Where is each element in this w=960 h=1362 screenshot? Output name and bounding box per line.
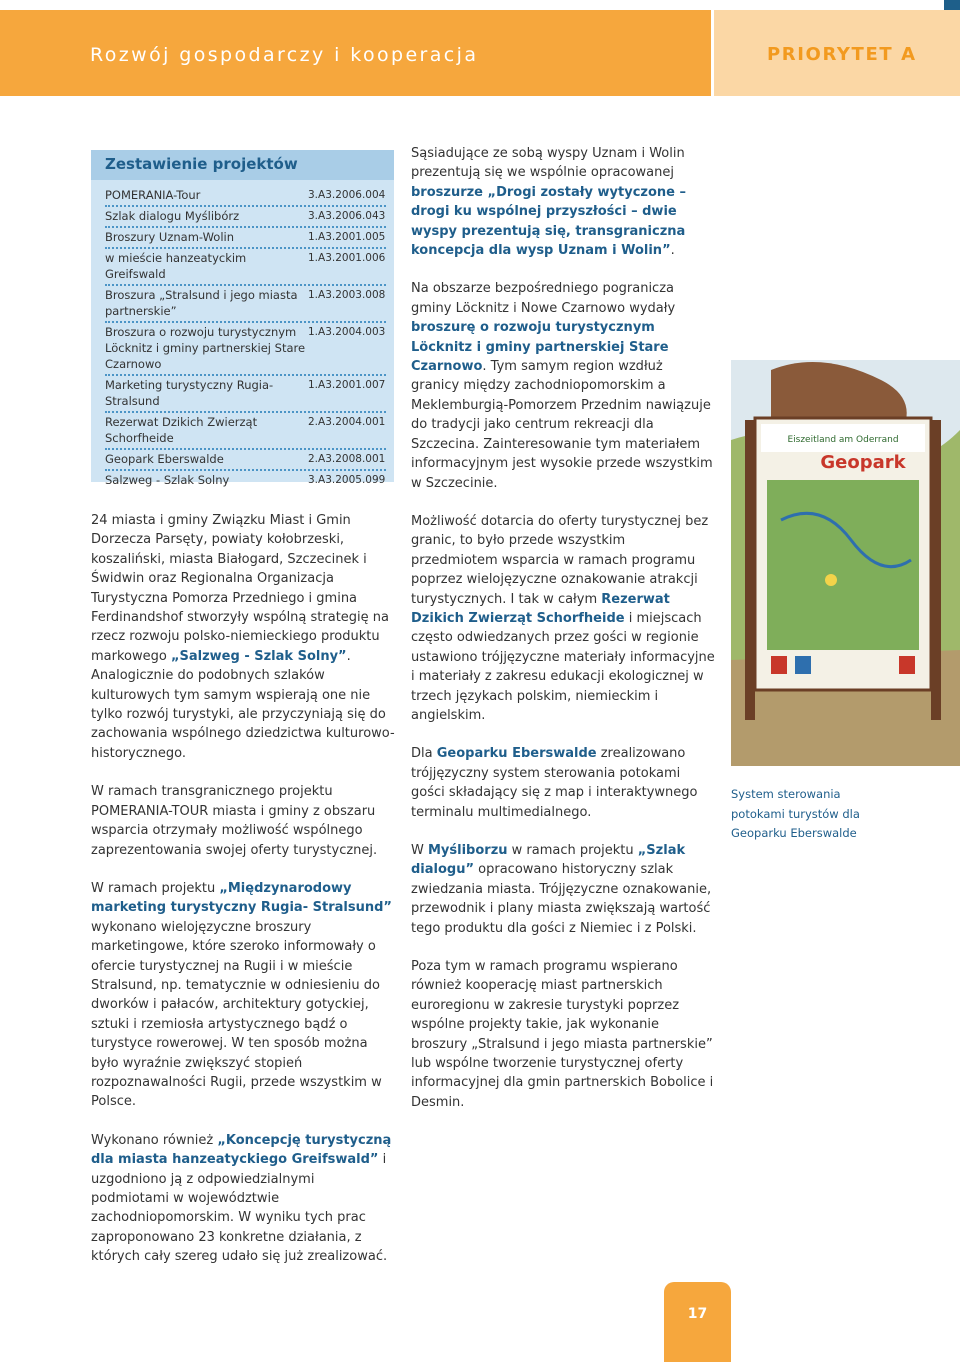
sign-emblem [771, 656, 787, 674]
project-name: Geopark Eberswalde [105, 452, 224, 466]
project-code: 2.A3.2004.001 [308, 416, 386, 428]
project-code: 1.A3.2001.006 [308, 252, 386, 264]
geopark-sign-photo [731, 360, 960, 766]
list-item [105, 376, 386, 413]
text-run: w ramach projektu [507, 843, 638, 858]
text-run: W ramach projektu [91, 880, 220, 896]
project-name: Broszura o rozwoju turystycznym Löcknitz i gminy partnerskiej Stare Czarnowo [105, 325, 306, 371]
section-title: Rozwój gospodarczy i kooperacja [90, 44, 479, 66]
sign-emblem [795, 656, 811, 674]
priority-label: PRIORYTET A [767, 44, 917, 65]
highlight-text: broszurę o rozwoju turystycznym Löcknitz i gminy partnerskiej Stare Czarnowo [411, 320, 669, 375]
paragraph [91, 1131, 395, 1267]
project-name: w mieście hanzeatyckim Greifswald [105, 251, 247, 281]
page-number-tab [664, 1282, 731, 1362]
sign-brand-text: Geopark [820, 452, 906, 473]
paragraph: Poza tym w ramach programu wspierano również kooperację miast partnerskich euroregionu w zakresie turystyki poprzez wspólne projekty takie, jak wykonanie broszury „Stralsund i jego miasta partnerskie” lub wspólne tworzenie turystycznej oferty informacyjnej dla gmin partnerskich Bobolice i Desmin. [411, 959, 714, 1110]
list-item [105, 207, 386, 228]
list-item [105, 471, 386, 490]
text-run: opracowano historyczny szlak zwiedzania miasta. Trójjęzyczne oznakowanie, przewodnik i plany miasta zwiększają wartość tego produktu dla gości z Niemiec i z Polski. [411, 862, 712, 936]
sign-map-marker [825, 574, 837, 586]
project-code: 1.A3.2003.008 [308, 289, 386, 301]
paragraph [411, 144, 715, 260]
paragraph [91, 511, 395, 763]
text-run: Możliwość dotarcia do oferty turystycznej bez granic, to było przede wszystkim przedmiotem wsparcia w ramach programu poprzez wielojęzyczne oznakowanie atrakcji turystycznych. I tak w całym [411, 513, 709, 607]
paragraph [411, 841, 715, 938]
text-run: zrealizowano trójjęzyczny system sterowania potokami gości składający się z map i interaktywnego terminalu multimedialnego. [411, 746, 698, 820]
header-topline [0, 0, 960, 10]
project-code: 3.A3.2005.099 [308, 474, 386, 486]
highlight-text: broszurze „Drogi zostały wytyczone – drogi ku wspólnej przyszłości – dwie wyspy prezentują się, transgraniczna koncepcja dla wysp Uznam i Wolin” [411, 184, 687, 259]
page-number: 17 [687, 1306, 708, 1322]
projects-title-bar [91, 150, 394, 180]
text-run: 24 miasta i gminy Związku Miast i Gmin Dorzecza Parsęty, powiaty kołobrzeski, koszaliński, miasta Białogard, Szczecinek i Świdwin oraz Regionalna Organizacja Turystyczna Pomorza Przedniego i gmina Ferdinandshof stworzyły wspólną strategię na rzecz rozwoju polsko-niemieckiego produktu markowego [91, 513, 389, 664]
project-code: 1.A3.2001.005 [308, 231, 386, 243]
text-run: . [670, 243, 675, 259]
projects-box [91, 150, 394, 487]
project-name: Salzweg - Szlak Solny [105, 473, 230, 487]
project-code: 3.A3.2006.043 [308, 210, 386, 222]
project-code: 1.A3.2001.007 [308, 379, 386, 391]
project-code: 1.A3.2004.003 [308, 326, 386, 338]
project-name: Rezerwat Dzikich Zwierząt Schorfheide [105, 415, 258, 445]
list-item [105, 413, 386, 450]
right-column [411, 144, 715, 1131]
paragraph [411, 279, 715, 492]
list-item [105, 323, 386, 376]
paragraph [91, 879, 395, 1112]
highlight-text: Geoparku Eberswalde [436, 746, 597, 762]
sign-emblem [899, 656, 915, 674]
highlight-text: „Międzynarodowy marketing turystyczny Rugia- Stralsund” [91, 880, 392, 916]
project-name: Szlak dialogu Myślibórz [105, 209, 240, 223]
list-item [105, 228, 386, 249]
text-run: i uzgodniono ją z odpowiedzialnymi podmiotami w województwie zachodniopomorskim. W wyniku tych prac zaproponowano 23 konkretne działania, z których cały szereg udało się już zrealizować. [91, 1152, 388, 1265]
paragraph [411, 744, 715, 822]
text-run: Sąsiadujące ze sobą wyspy Uznam i Wolin prezentują się we wspólnie opracowanej [411, 146, 685, 181]
text-run: . Analogicznie do podobnych szlaków kulturowych tym samym wspierają one nie tylko rozwój turystyki, ale przyczyniają się do zachowania wspólnego dziedzictwa kulturowo-historycznego. [91, 648, 395, 761]
list-item [105, 450, 386, 471]
list-item [105, 286, 386, 323]
highlight-text: Myśliborzu [428, 843, 508, 858]
project-name: POMERANIA-Tour [105, 188, 201, 202]
text-run: Na obszarze bezpośredniego pogranicza gminy Löcknitz i Nowe Czarnowo wydały [411, 281, 676, 316]
text-run: i miejscach często odwiedzanych przez gości w regionie ustawiono trójjęzyczne materiały informacyjne i materiały z zakresu edukacji ekologicznej w trzech językach polskim, niemieckim i angielskim. [411, 610, 715, 723]
projects-title: Zestawienie projektów [105, 155, 298, 173]
paragraph [411, 512, 715, 725]
header-bar [0, 0, 960, 96]
text-run: Dla [411, 746, 437, 762]
paragraph: W ramach transgranicznego projektu POMERANIA-TOUR miasta i gminy z obszaru wsparcia otrzymały możliwość wspólnego zaprezentowania swojej oferty turystycznej. [91, 784, 378, 858]
header-corner-mark [944, 0, 960, 10]
highlight-text: Rezerwat Dzikich Zwierząt Schorfheide [411, 591, 670, 626]
left-column [91, 511, 395, 1286]
project-code: 3.A3.2006.004 [308, 189, 386, 201]
photo-caption: System sterowania potokami turystów dla Geoparku Eberswalde [731, 787, 860, 841]
sign-top-text: Eiszeitland am Oderrand [787, 435, 899, 445]
photo-illustration [731, 360, 960, 766]
projects-list [105, 186, 386, 490]
project-name: Broszury Uznam-Wolin [105, 230, 234, 244]
highlight-text: „Koncepcję turystyczną dla miasta hanzeatyckiego Greifswald” [91, 1132, 392, 1168]
list-item [105, 186, 386, 207]
text-run: wykonano wielojęzyczne broszury marketingowe, które szeroko informowały o ofercie turystycznej na Rugii i w mieście Stralsund, np. tematycznie w odniesieniu do dworków i pałaców, architektury gotyckiej, sztuki i rzemiosła artystycznego bądź o turystyce rowerowej. W ten sposób można było wyraźnie zwiększyć stopień rozpoznawalności Rugii, przede wszystkim w Polsce. [91, 919, 382, 1110]
text-run: . Tym samym region wzdłuż granicy między zachodniopomorskim a Meklemburgią-Pomorzem Przednim nawiązuje do tradycji jako centrum rekreacji dla Szczecina. Zainteresowanie tym materiałem informacyjnym jest wysokie przede wszystkim w Szczecinie. [411, 359, 713, 491]
text-run: W [411, 843, 428, 858]
project-code: 2.A3.2008.001 [308, 453, 386, 465]
text-run: Wykonano również [91, 1132, 218, 1148]
list-item [105, 249, 386, 286]
project-name: Broszura „Stralsund i jego miasta partnerskie” [105, 288, 298, 318]
project-name: Marketing turystyczny Rugia-Stralsund [105, 378, 274, 408]
highlight-text: „Salzweg - Szlak Solny” [170, 648, 347, 664]
highlight-text: „Szlak dialogu” [411, 843, 686, 878]
